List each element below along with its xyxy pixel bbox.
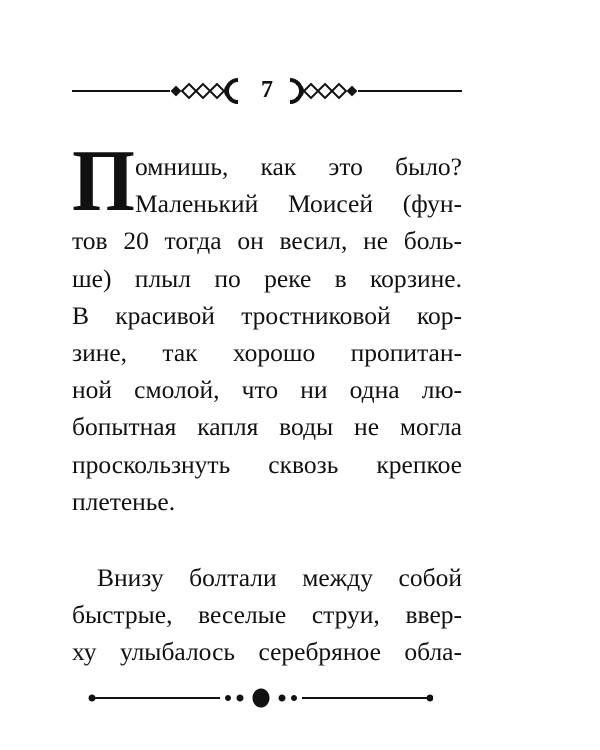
text-line: Внизу болтали между собой xyxy=(97,563,462,592)
page-number: 7 xyxy=(261,77,273,103)
text-line: омнишь, как это было? xyxy=(135,152,462,181)
text-line: тов 20 тогда он весил, не боль- xyxy=(72,226,462,256)
text-line: ху улыбалось серебряное обла- xyxy=(72,637,462,667)
drop-cap: П xyxy=(72,133,134,230)
page-header xyxy=(72,72,462,110)
dotted-rule-icon xyxy=(88,686,433,710)
paragraph-2 xyxy=(72,559,462,671)
paragraph-1 xyxy=(72,148,462,520)
text-line: проскользнуть сквозь крепкое xyxy=(72,449,462,479)
text-line: бопытная капля воды не могла xyxy=(72,412,462,442)
text-line: Маленький Моисей (фун- xyxy=(135,189,462,219)
text-line: В красивой тростниковой кор- xyxy=(72,300,462,330)
text-line: зине, так хорошо пропитан- xyxy=(72,337,462,367)
text-line: плетенье. xyxy=(72,486,176,516)
text-line: быстрые, веселые струи, ввер- xyxy=(72,600,462,630)
text-line: ше) плыл по реке в корзине. xyxy=(72,263,462,293)
text-line: ной смолой, что ни одна лю- xyxy=(72,375,462,405)
page-footer xyxy=(88,686,433,710)
